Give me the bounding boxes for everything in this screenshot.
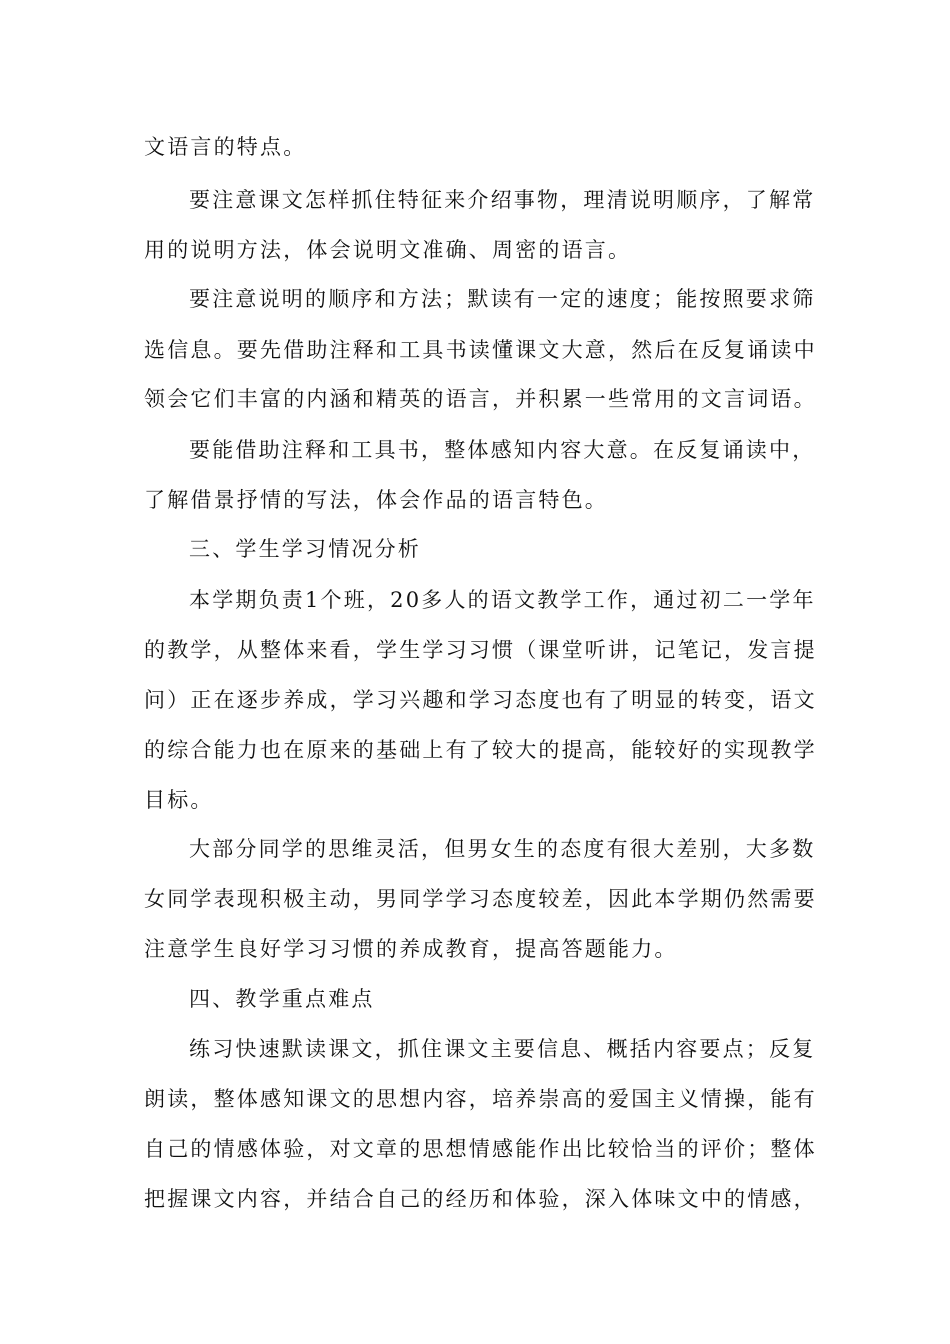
text-line: 文语言的特点。	[144, 135, 307, 159]
text-line: 选信息。要先借助注释和工具书读懂课文大意，然后在反复诵读中	[144, 338, 817, 362]
text-line: 问）正在逐步养成，学习兴趣和学习态度也有了明显的转变，语文	[144, 688, 817, 712]
text-line: 要能借助注释和工具书，整体感知内容大意。在反复诵读中，	[189, 438, 816, 462]
text-line: 本学期负责1个班，20多人的语文教学工作，通过初二一学年	[189, 588, 816, 612]
section-heading: 四、教学重点难点	[189, 987, 375, 1011]
text-line: 朗读，整体感知课文的思想内容，培养崇高的爱国主义情操，能有	[144, 1087, 817, 1111]
text-line: 目标。	[144, 788, 214, 812]
text-line: 的综合能力也在原来的基础上有了较大的提高，能较好的实现教学	[144, 738, 817, 762]
text-line: 把握课文内容，并结合自己的经历和体验，深入体味文中的情感，	[144, 1187, 817, 1211]
text-line: 练习快速默读课文，抓住课文主要信息、概括内容要点；反复	[189, 1037, 816, 1061]
text-line: 要注意课文怎样抓住特征来介绍事物，理清说明顺序，了解常	[189, 188, 816, 212]
text-line: 了解借景抒情的写法，体会作品的语言特色。	[144, 488, 608, 512]
text-line: 用的说明方法，体会说明文准确、周密的语言。	[144, 238, 632, 262]
section-heading: 三、学生学习情况分析	[189, 537, 421, 561]
text-line: 注意学生良好学习习惯的养成教育，提高答题能力。	[144, 937, 678, 961]
text-line: 要注意说明的顺序和方法；默读有一定的速度；能按照要求筛	[189, 287, 816, 311]
text-line: 大部分同学的思维灵活，但男女生的态度有很大差别，大多数	[189, 837, 816, 861]
text-line: 的教学，从整体来看，学生学习习惯（课堂听讲，记笔记，发言提	[144, 638, 817, 662]
text-line: 女同学表现积极主动，男同学学习态度较差，因此本学期仍然需要	[144, 887, 817, 911]
text-line: 自己的情感体验，对文章的思想情感能作出比较恰当的评价；整体	[144, 1137, 817, 1161]
text-line: 领会它们丰富的内涵和精英的语言，并积累一些常用的文言词语。	[144, 387, 817, 411]
